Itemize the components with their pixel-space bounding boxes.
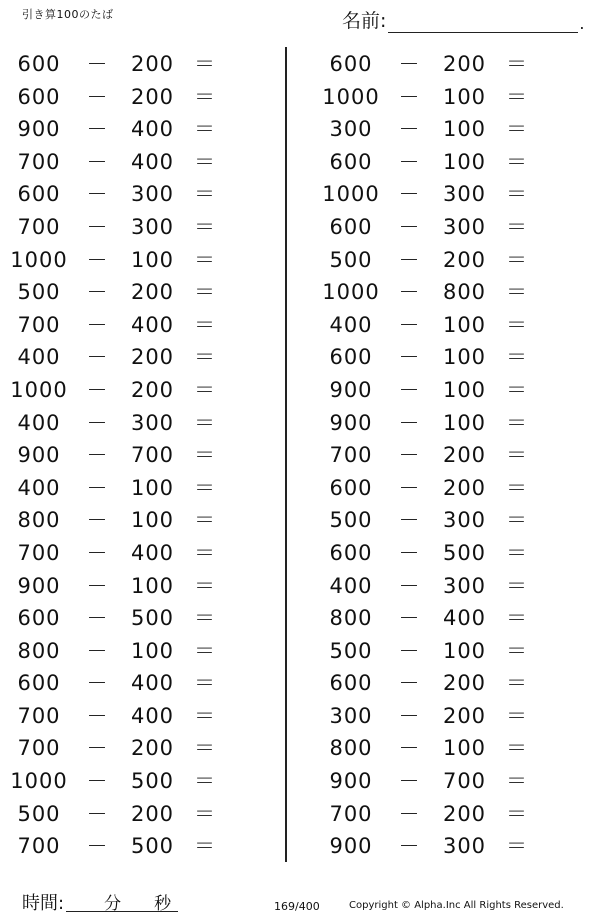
minuend: 400: [17, 410, 61, 435]
minuend: 500: [17, 280, 61, 305]
subtrahend: 200: [442, 801, 487, 826]
equals-sign: ＝: [194, 671, 216, 696]
minuend: 900: [17, 443, 61, 468]
problem-row: [8, 798, 230, 831]
problem-row: [320, 602, 542, 635]
subtrahend: 200: [442, 247, 487, 272]
equals-sign: ＝: [506, 443, 528, 468]
minuend: 700: [17, 540, 61, 565]
minuend: 1000: [10, 247, 68, 272]
subtrahend: 100: [442, 84, 487, 109]
minus-sign: －: [398, 117, 421, 142]
subtrahend: 100: [442, 377, 487, 402]
problem-row: [320, 798, 542, 831]
problem-row: [320, 439, 542, 472]
equals-sign: ＝: [506, 573, 528, 598]
minus-sign: －: [86, 736, 109, 761]
subtrahend: 200: [442, 52, 487, 76]
problem-row: [320, 765, 542, 798]
subtrahend: 200: [130, 84, 175, 109]
minus-sign: －: [86, 508, 109, 533]
problem-row: [8, 244, 230, 277]
problem-column-left: [8, 48, 230, 863]
equals-sign: ＝: [194, 214, 216, 239]
minuend: 600: [17, 84, 61, 109]
minuend: 800: [17, 638, 61, 663]
problem-row: [8, 48, 230, 81]
subtrahend: 100: [442, 638, 487, 663]
minus-sign: －: [86, 540, 109, 565]
seconds-label: 秒: [154, 894, 172, 914]
problem-row: [320, 341, 542, 374]
minus-sign: －: [398, 475, 421, 500]
subtrahend: 200: [130, 377, 175, 402]
subtrahend: 300: [442, 182, 487, 207]
time-field: [22, 889, 178, 915]
minuend: 800: [329, 736, 373, 761]
minus-sign: －: [86, 149, 109, 174]
minuend: 400: [329, 573, 373, 598]
equals-sign: ＝: [194, 736, 216, 761]
minuend: 900: [17, 573, 61, 598]
problem-row: [8, 178, 230, 211]
time-input-line[interactable]: [66, 889, 178, 912]
subtrahend: 400: [130, 703, 175, 728]
equals-sign: ＝: [506, 801, 528, 826]
problem-row: [320, 81, 542, 114]
minuend: 800: [329, 606, 373, 631]
subtrahend: 500: [130, 606, 175, 631]
minuend: 800: [17, 508, 61, 533]
minuend: 700: [17, 736, 61, 761]
subtrahend: 100: [130, 247, 175, 272]
equals-sign: ＝: [506, 247, 528, 272]
equals-sign: ＝: [194, 280, 216, 305]
minus-sign: －: [398, 769, 421, 794]
minus-sign: －: [86, 410, 109, 435]
minus-sign: －: [398, 280, 421, 305]
subtrahend: 400: [130, 312, 175, 337]
subtrahend: 400: [130, 117, 175, 142]
subtrahend: 100: [130, 508, 175, 533]
column-divider: [285, 47, 287, 862]
minuend: 500: [329, 638, 373, 663]
minuend: 600: [329, 345, 373, 370]
problem-row: [8, 439, 230, 472]
minuend: 700: [329, 801, 373, 826]
minus-sign: －: [398, 508, 421, 533]
minus-sign: －: [86, 214, 109, 239]
equals-sign: ＝: [506, 312, 528, 337]
subtrahend: 200: [130, 280, 175, 305]
minus-sign: －: [398, 345, 421, 370]
minus-sign: －: [86, 247, 109, 272]
minus-sign: －: [398, 801, 421, 826]
subtrahend: 100: [442, 345, 487, 370]
subtrahend: 700: [442, 769, 487, 794]
minuend: 700: [17, 703, 61, 728]
subtrahend: 300: [442, 214, 487, 239]
minus-sign: －: [398, 410, 421, 435]
equals-sign: ＝: [194, 149, 216, 174]
minuend: 900: [329, 834, 373, 859]
minus-sign: －: [86, 606, 109, 631]
minuend: 700: [17, 149, 61, 174]
problem-row: [320, 146, 542, 179]
problem-row: [320, 178, 542, 211]
minus-sign: －: [86, 769, 109, 794]
problem-row: [320, 48, 542, 81]
minuend: 400: [17, 345, 61, 370]
minuend: 600: [329, 149, 373, 174]
equals-sign: ＝: [194, 247, 216, 272]
equals-sign: ＝: [194, 410, 216, 435]
subtrahend: 200: [130, 736, 175, 761]
minus-sign: －: [86, 280, 109, 305]
minuend: 1000: [322, 280, 380, 305]
name-input-line[interactable]: [388, 12, 578, 33]
equals-sign: ＝: [506, 52, 528, 76]
minuend: 600: [329, 540, 373, 565]
equals-sign: ＝: [506, 280, 528, 305]
problem-row: [320, 732, 542, 765]
minuend: 1000: [10, 769, 68, 794]
minuend: 700: [17, 312, 61, 337]
equals-sign: ＝: [194, 84, 216, 109]
minus-sign: －: [86, 377, 109, 402]
equals-sign: ＝: [194, 377, 216, 402]
subtrahend: 300: [130, 410, 175, 435]
subtrahend: 200: [442, 475, 487, 500]
equals-sign: ＝: [194, 769, 216, 794]
problem-row: [320, 309, 542, 342]
minus-sign: －: [398, 443, 421, 468]
problem-row: [8, 276, 230, 309]
name-field: [342, 6, 585, 33]
minuend: 600: [17, 52, 61, 76]
problem-row: [8, 211, 230, 244]
equals-sign: ＝: [194, 606, 216, 631]
equals-sign: ＝: [194, 703, 216, 728]
equals-sign: ＝: [194, 443, 216, 468]
minus-sign: －: [398, 606, 421, 631]
minus-sign: －: [86, 345, 109, 370]
subtrahend: 100: [442, 410, 487, 435]
minus-sign: －: [398, 703, 421, 728]
name-label: 名前:: [342, 10, 387, 32]
equals-sign: ＝: [194, 52, 216, 76]
minutes-label: 分: [104, 894, 122, 914]
minus-sign: －: [86, 312, 109, 337]
problem-row: [8, 667, 230, 700]
name-end-dot: .: [579, 14, 585, 33]
subtrahend: 100: [442, 149, 487, 174]
equals-sign: ＝: [194, 182, 216, 207]
minus-sign: －: [398, 84, 421, 109]
equals-sign: ＝: [506, 540, 528, 565]
problem-row: [8, 504, 230, 537]
copyright: Copyright © Alpha.Inc All Rights Reserved.: [349, 900, 564, 911]
equals-sign: ＝: [506, 736, 528, 761]
minus-sign: －: [86, 801, 109, 826]
problem-row: [8, 602, 230, 635]
minuend: 700: [17, 214, 61, 239]
worksheet-title: 引き算100のたば: [22, 8, 114, 21]
problem-row: [8, 146, 230, 179]
problem-row: [320, 537, 542, 570]
minus-sign: －: [398, 182, 421, 207]
minus-sign: －: [398, 671, 421, 696]
problem-row: [320, 504, 542, 537]
subtrahend: 400: [442, 606, 487, 631]
minus-sign: －: [398, 52, 421, 76]
problem-row: [320, 635, 542, 668]
minuend: 1000: [322, 84, 380, 109]
minus-sign: －: [398, 573, 421, 598]
minuend: 700: [17, 834, 61, 859]
subtrahend: 300: [442, 508, 487, 533]
equals-sign: ＝: [506, 606, 528, 631]
problem-row: [8, 81, 230, 114]
problem-row: [320, 570, 542, 603]
problem-row: [8, 309, 230, 342]
subtrahend: 500: [442, 540, 487, 565]
subtrahend: 400: [130, 671, 175, 696]
equals-sign: ＝: [506, 508, 528, 533]
equals-sign: ＝: [194, 508, 216, 533]
equals-sign: ＝: [194, 638, 216, 663]
minuend: 600: [329, 52, 373, 76]
subtrahend: 300: [442, 834, 487, 859]
subtrahend: 200: [130, 801, 175, 826]
equals-sign: ＝: [506, 182, 528, 207]
subtrahend: 400: [130, 540, 175, 565]
subtrahend: 200: [130, 345, 175, 370]
minus-sign: －: [398, 149, 421, 174]
minus-sign: －: [86, 475, 109, 500]
problem-row: [320, 830, 542, 863]
equals-sign: ＝: [194, 312, 216, 337]
minuend: 600: [329, 214, 373, 239]
minus-sign: －: [86, 703, 109, 728]
subtrahend: 100: [130, 475, 175, 500]
minus-sign: －: [398, 377, 421, 402]
minuend: 900: [329, 410, 373, 435]
equals-sign: ＝: [194, 834, 216, 859]
problem-row: [8, 113, 230, 146]
problem-row: [8, 341, 230, 374]
subtrahend: 200: [442, 671, 487, 696]
minus-sign: －: [398, 736, 421, 761]
minus-sign: －: [86, 52, 109, 76]
equals-sign: ＝: [506, 703, 528, 728]
subtrahend: 100: [130, 573, 175, 598]
minus-sign: －: [398, 638, 421, 663]
time-label: 時間:: [22, 893, 65, 914]
subtrahend: 700: [130, 443, 175, 468]
equals-sign: ＝: [506, 117, 528, 142]
subtrahend: 800: [442, 280, 487, 305]
minuend: 1000: [10, 377, 68, 402]
minus-sign: －: [398, 834, 421, 859]
subtrahend: 500: [130, 834, 175, 859]
equals-sign: ＝: [506, 769, 528, 794]
minuend: 400: [329, 312, 373, 337]
problem-row: [8, 407, 230, 440]
minus-sign: －: [398, 540, 421, 565]
page-number: 169/400: [274, 900, 320, 913]
equals-sign: ＝: [194, 117, 216, 142]
equals-sign: ＝: [506, 475, 528, 500]
subtrahend: 500: [130, 769, 175, 794]
subtrahend: 100: [442, 736, 487, 761]
problem-row: [320, 211, 542, 244]
subtrahend: 100: [442, 312, 487, 337]
equals-sign: ＝: [194, 573, 216, 598]
subtrahend: 300: [130, 214, 175, 239]
minuend: 1000: [322, 182, 380, 207]
minus-sign: －: [86, 638, 109, 663]
minus-sign: －: [86, 834, 109, 859]
minuend: 900: [17, 117, 61, 142]
minuend: 500: [329, 508, 373, 533]
problem-column-right: [320, 48, 542, 863]
minuend: 600: [17, 671, 61, 696]
minuend: 500: [17, 801, 61, 826]
subtrahend: 100: [130, 638, 175, 663]
equals-sign: ＝: [506, 834, 528, 859]
problem-row: [8, 765, 230, 798]
equals-sign: ＝: [194, 801, 216, 826]
minuend: 500: [329, 247, 373, 272]
problem-row: [320, 276, 542, 309]
equals-sign: ＝: [506, 410, 528, 435]
problem-row: [8, 732, 230, 765]
subtrahend: 200: [442, 443, 487, 468]
problem-row: [8, 374, 230, 407]
minuend: 300: [329, 117, 373, 142]
minus-sign: －: [86, 117, 109, 142]
problem-row: [8, 830, 230, 863]
subtrahend: 400: [130, 149, 175, 174]
subtrahend: 300: [442, 573, 487, 598]
problem-row: [320, 667, 542, 700]
minus-sign: －: [86, 443, 109, 468]
equals-sign: ＝: [506, 377, 528, 402]
equals-sign: ＝: [506, 345, 528, 370]
equals-sign: ＝: [194, 475, 216, 500]
minus-sign: －: [398, 214, 421, 239]
problem-row: [8, 537, 230, 570]
problem-row: [8, 472, 230, 505]
equals-sign: ＝: [506, 214, 528, 239]
problem-row: [320, 244, 542, 277]
problem-row: [320, 374, 542, 407]
minuend: 900: [329, 377, 373, 402]
minuend: 600: [17, 606, 61, 631]
equals-sign: ＝: [506, 84, 528, 109]
minuend: 700: [329, 443, 373, 468]
equals-sign: ＝: [506, 671, 528, 696]
equals-sign: ＝: [194, 345, 216, 370]
minus-sign: －: [86, 573, 109, 598]
minuend: 300: [329, 703, 373, 728]
problem-row: [320, 113, 542, 146]
minuend: 600: [17, 182, 61, 207]
problem-row: [8, 570, 230, 603]
subtrahend: 100: [442, 117, 487, 142]
minus-sign: －: [86, 671, 109, 696]
problem-row: [8, 700, 230, 733]
problem-row: [320, 407, 542, 440]
minus-sign: －: [398, 247, 421, 272]
minus-sign: －: [86, 182, 109, 207]
subtrahend: 200: [130, 52, 175, 76]
subtrahend: 300: [130, 182, 175, 207]
equals-sign: ＝: [194, 540, 216, 565]
equals-sign: ＝: [506, 638, 528, 663]
problem-row: [8, 635, 230, 668]
minuend: 600: [329, 671, 373, 696]
minus-sign: －: [398, 312, 421, 337]
minuend: 900: [329, 769, 373, 794]
minuend: 600: [329, 475, 373, 500]
subtrahend: 200: [442, 703, 487, 728]
minuend: 400: [17, 475, 61, 500]
minus-sign: －: [86, 84, 109, 109]
problem-row: [320, 472, 542, 505]
equals-sign: ＝: [506, 149, 528, 174]
problem-row: [320, 700, 542, 733]
